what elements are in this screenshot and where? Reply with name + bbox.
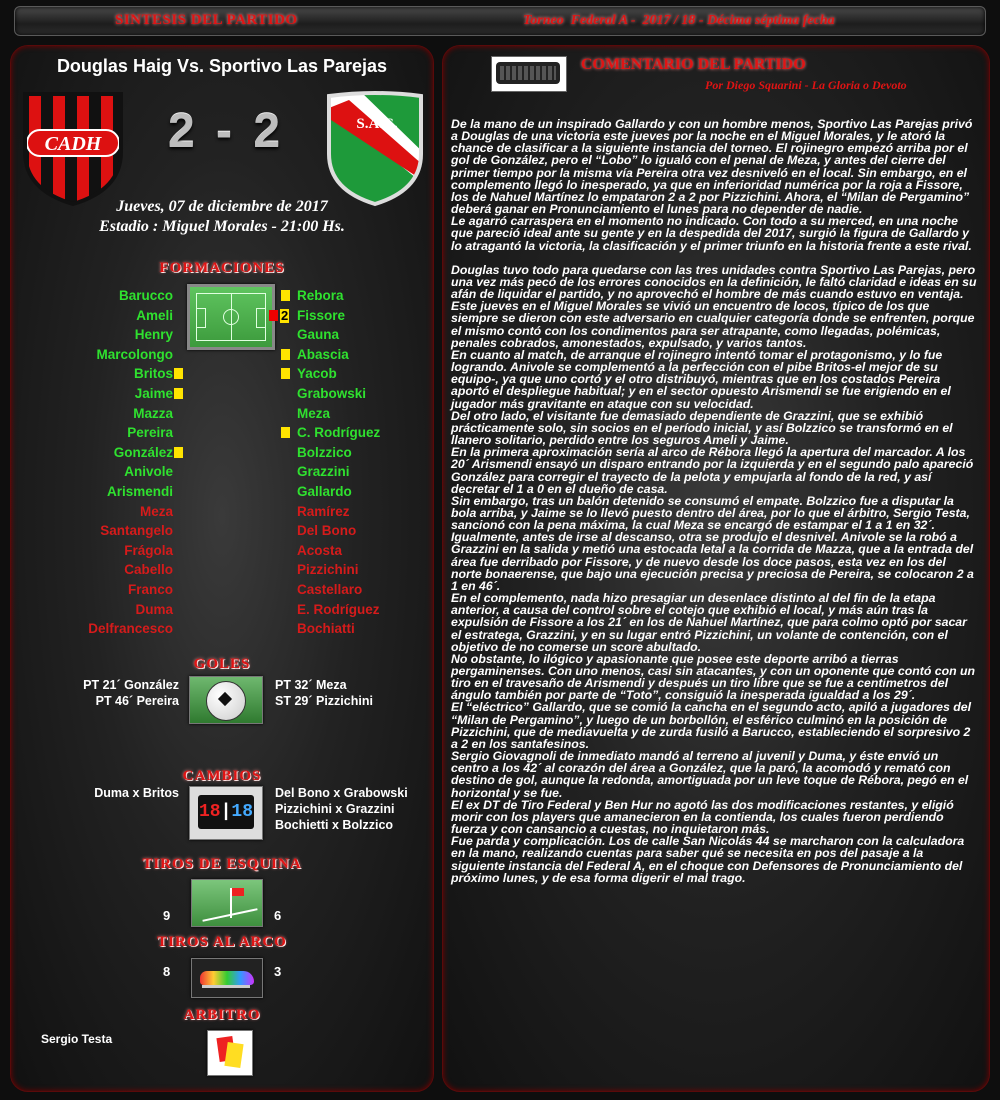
match-date: Jueves, 07 de diciembre de 2017 [116, 198, 328, 215]
home-sub: Santangelo [100, 523, 173, 539]
goals-title: GOLES [193, 656, 251, 672]
commentary-panel [442, 45, 990, 1092]
away-player: Fissore [297, 307, 346, 323]
article-paragraph: El “eléctrico” Gallardo, que se comió la cancha en el segundo acto, apiló a jugadores del “Milan de Pergamino”, y luego de un borbollón, el esférico culminó en la posición de Pizzichini, que de mediavuelta y de zurda fusiló a Barucco, estableciendo el sorpresivo 2 a 2 en los santafesinos. [451, 700, 972, 751]
away-sub: Bochiatti [297, 621, 355, 637]
home-player: Jaime [134, 385, 173, 401]
commentary-author: Por Diego Squarini - La Gloria o Devoto [705, 78, 907, 92]
yellow-card-icon [174, 384, 186, 404]
soccer-boot-icon [191, 958, 263, 998]
home-shots: 8 [163, 964, 171, 979]
article-paragraph: En cuanto al match, de arranque el rojinegro intentó tomar el protagonismo, y lo fue logrando. Anivole se complementó a la perfección con el pibe Britos-el mejor de su equipo-, ya que uno cortó y el otro distribuyó, mientras que en los costados Pereira aportó el despliegue habitual; y en el sector opuesto Arismendi se fue erigiendo en el jugador más gravitante en ataque con su velocidad. [451, 347, 951, 411]
home-player: Britos [133, 366, 173, 382]
home-sub: Duma [135, 601, 173, 617]
home-sub: Meza [139, 503, 173, 519]
away-goal: PT 32´ Meza [275, 678, 347, 692]
article-paragraph: El ex DT de Tiro Federal y Ben Hur no agotó las dos modificaciones restantes, y eligió morir con los players que amanecieron en la contienda, los cuales fueron perdiendo fuerza y con cansancio a cuestas, no inquietaron más. [451, 797, 954, 837]
yellow-card-icon [269, 345, 295, 365]
home-goal: PT 21´ González [83, 678, 179, 692]
shots-title: TIROS AL ARCO [157, 934, 287, 950]
home-lineup [31, 286, 173, 639]
home-corners: 9 [163, 908, 171, 923]
away-player: Rebora [297, 288, 344, 303]
away-player: Abascia [297, 346, 349, 362]
article-paragraph: Le agarró carraspera en el momento no indicado. Con todo a su merced, en una noche que pareció ideal ante su gente y en la despedida del 2017, surgió la figura de Gallardo y lo atragantó la victoria, la clasificación y el primer triunfo en la historia frente a este rival. [451, 214, 972, 253]
article-paragraph: De la mano de un inspirado Gallardo y con un hombre menos, Sportivo Las Parejas privó a Douglas de una victoria este jueves por la noche en el Miguel Morales, y le atoró la chance de clasificar a la siguiente instancia del torneo. El rojinegro empezó arriba por el gol de González, pero el “Lobo” lo igualó con el penal de Meza, y antes del cierre del primer tiempo por la misma vía Pereira otra vez desniveló en el local. Sin embargo, en el complemento llegó lo inesperado, ya que en inferioridad numérica por la roja a Fissore, los de Nahuel Martínez lo empataron 2 a 2 por Pizzichini. Ahora, el “Milan de Pergamino” deberá ganar en Pronunciamiento el lunes para no depender de nadie. [451, 117, 973, 217]
away-player: Meza [297, 405, 331, 421]
away-cards [269, 286, 295, 443]
away-player: Yacob [297, 366, 337, 382]
yellow-card-icon [269, 286, 295, 306]
article-paragraph: No obstante, lo ilógico y apasionante que posee este deporte arribó a tierras pergaminenses. Con uno menos, casi sin atacantes, y con un oponente que contó con un tiro en el travesaño de Arismendi y después un tiro libre que se fue a centímetros del ángulo también por parte de “Toto”, consiguió la inesperada igualdad a los 29´. [451, 651, 976, 703]
header-tournament: Torneo Federal A - 2017 / 18 - Décima séptima fecha [523, 13, 835, 28]
home-crest-text: CADH [44, 133, 102, 155]
away-sub: E. Rodríguez [297, 601, 380, 617]
commentary-title: COMENTARIO DEL PARTIDO [581, 56, 806, 73]
home-cards [174, 286, 186, 462]
home-player: Henry [134, 327, 173, 343]
red-card-icon [269, 306, 295, 326]
home-player: Mazza [133, 405, 173, 421]
referee-title: ARBITRO [183, 1007, 261, 1023]
card-count: 2 [281, 307, 289, 323]
away-player: Gallardo [297, 483, 352, 499]
away-player: Gauna [297, 327, 340, 343]
away-sub: Pizzichini [297, 562, 359, 578]
article-paragraph: En el complemento, nada hizo presagiar un desenlace distinto al del fin de la etapa anterior, a causa del control sobre el cotejo que exhibió el local, y más aún tras la expulsión de Fissore a los 21´ en los de Nahuel Martínez, que para colmo optó por sacar el estratega, Grazzini, y en su lugar entró Pizzichini, un volante de contención, con el objetivo de no comerse un score abultado. [451, 591, 967, 654]
corners-title: TIROS DE ESQUINA [142, 856, 302, 872]
away-sub: Ramírez [297, 503, 350, 519]
changes-title: CAMBIOS [182, 768, 262, 784]
away-change: Bochietti x Bolzzico [275, 818, 394, 832]
away-player: C. Rodríguez [297, 425, 381, 441]
formations-title: FORMACIONES [159, 260, 285, 276]
article-paragraph: En la primera aproximación sería al arco de Rébora llegó la apertura del marcador. A los 20´ Arismendi ensayó un disparo entrando por la izquierda y en el segundo palo apareció González para corregir el trayecto de la pelota y empujarla al fondo de la red, y así decretar el 1 a 0 en el dueño de casa. [451, 445, 974, 496]
home-player: Pereira [127, 425, 173, 441]
home-player: Anivole [124, 464, 173, 480]
home-sub: Franco [127, 581, 173, 597]
away-sub: Castellaro [297, 581, 363, 597]
header-bar [14, 6, 986, 36]
article-paragraph: Sergio Giovagnoli de inmediato mandó al terreno al juvenil y Duma, y éste envió un centro a los 42´ al corazón del área a González, que la paró, la acomodó y remató con destino de gol, aunque la redonda, amortiguada por un leve toque de Rébora, pegó en el horizontal y se fue. [451, 749, 969, 800]
referee-cards-icon [207, 1030, 253, 1076]
article-paragraph: Fue parda y complicación. Los de calle San Nicolás 44 se marcharon con la calculadora en la mano, realizando cuentas para saber qué se necesita en pos del pasaje a la siguiente instancia del Federal A, en el choque con Defensores de Pronunciamiento del próximo lunes, y de esa forma digerir el mal trago. [451, 834, 965, 885]
home-sub: Delfrancesco [88, 621, 173, 637]
keyboard-icon [491, 56, 567, 92]
match-title: Douglas Haig Vs. Sportivo Las Parejas [56, 56, 388, 76]
away-sub: Del Bono [297, 523, 357, 539]
score: 2 - 2 [167, 105, 285, 158]
yellow-card-icon [174, 364, 186, 384]
header-title: SINTESIS DEL PARTIDO [115, 12, 298, 28]
away-crest-text: S.A.C. [356, 116, 398, 132]
soccer-ball-icon [189, 676, 263, 724]
away-lineup [297, 286, 439, 639]
away-player: Grabowski [297, 385, 367, 401]
yellow-card-icon [269, 364, 295, 384]
board-right-number: 18 [231, 802, 254, 822]
away-corners: 6 [274, 908, 282, 923]
article-paragraph: Del otro lado, el visitante fue demasiado dependiente de Grazzini, que se exhibió prácticamente solo, sin socios en el período inicial, y así Bolzzico se transformó en el llanero solitario, perdido entre los seguros Ameli y Jaime. [451, 408, 953, 448]
home-player: Barucco [118, 288, 173, 303]
away-shots: 3 [274, 964, 282, 979]
home-sub: Cabello [124, 562, 173, 578]
home-goal: PT 46´ Pereira [95, 694, 179, 708]
yellow-card-icon [269, 423, 295, 443]
home-sub: Frágola [124, 542, 173, 558]
article-paragraph: Douglas tuvo todo para quedarse con las tres unidades contra Sportivo Las Parejas, pero una vez más pecó de los errores conocidos en la definición, le faltó claridad e ideas en su afán de liquidar el partido, y no aprovechó el hombre de más cuando estuvo en ventaja. [451, 262, 977, 302]
substitution-board-icon: 18|18 [189, 786, 263, 840]
home-player: Marcolongo [96, 346, 173, 362]
match-summary-panel [10, 45, 434, 1092]
match-stadium: Estadio : Miguel Morales - 21:00 Hs. [99, 218, 345, 235]
home-player: Ameli [136, 307, 173, 323]
home-change: Duma x Britos [94, 786, 179, 800]
article-paragraph: Este jueves en el Miguel Morales se vivió un encuentro de locos, típico de los que siempre se dieron con este adversario en cualquier categoría donde se enfrenten, porque el mismo contó con los condimentos para ser atrapante, como llegadas, polémicas, penales cobrados, amonestados, expulsado, y varios tantos. [451, 299, 975, 350]
away-player: Grazzini [297, 464, 350, 480]
referee-name: Sergio Testa [41, 1032, 113, 1046]
yellow-card-icon [174, 443, 186, 463]
article-paragraph: Sin embargo, tras un balón detenido se consumó el empate. Bolzzico fue a disputar la bola arriba, y Jaime se lo llevó puesto dentro del área, por lo que el árbitro, Sergio Testa, sancionó con la pena máxima, la cual Meza se encargó de estampar el 1 a 1 en 32´. [451, 493, 970, 533]
away-goal: ST 29´ Pizzichini [275, 694, 373, 708]
home-crest [17, 90, 129, 208]
home-player: González [113, 444, 173, 460]
commentary-article [451, 118, 977, 884]
away-change: Del Bono x Grabowski [275, 786, 408, 800]
away-change: Pizzichini x Grazzini [275, 802, 395, 816]
corner-flag-icon [191, 879, 263, 927]
article-paragraph: Igualmente, antes de irse al descanso, otra se produjo el desnivel. Anivole se la robó a Grazzini en la salida y metió una estocada letal a la corrida de Mazza, que a la entrada del área fue derribado por Fissore, y de nuevo desde los doce pasos, esta vez en los del norte bonaerense, que bajo una ejecución precisa y preciosa de Pereira, se colocaron 2 a 1 en 46´. [451, 530, 974, 593]
away-player: Bolzzico [297, 444, 352, 460]
pitch-icon [187, 284, 275, 350]
away-sub: Acosta [297, 542, 343, 558]
away-crest [319, 90, 431, 208]
home-player: Arismendi [106, 483, 173, 499]
board-left-number: 18 [198, 802, 221, 822]
